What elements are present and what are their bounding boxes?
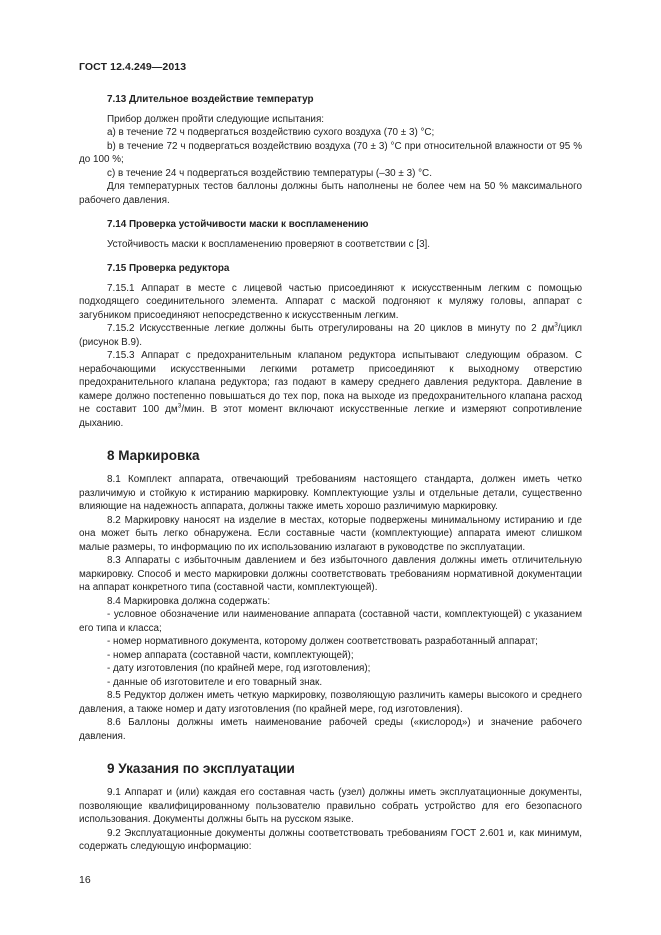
section-7-14-title: 7.14 Проверка устойчивости маски к воспламенению (107, 219, 369, 230)
paragraph: Устойчивость маски к воспламенению проверяют в соответствии с [3]. (107, 238, 431, 250)
list-item: - номер аппарата (составной части, комплектующей); (107, 649, 354, 661)
paragraph: 9.1 Аппарат и (или) каждая его составная часть (узел) должны иметь эксплуатационные документы, позволяющие квалифицированному пользователю правильно собрать устройство для его безопасного использования. Документы должны быть на русском языке. (79, 787, 582, 825)
page-number: 16 (79, 874, 91, 886)
paragraph: 9.2 Эксплуатационные документы должны соответствовать требованиям ГОСТ 2.601 и, как минимум, содержать следующую информацию: (79, 827, 582, 852)
paragraph: Прибор должен пройти следующие испытания: (107, 113, 325, 125)
list-item: - данные об изготовителе и его товарный знак. (107, 676, 323, 688)
text: /цикл (рисунок В.9). (79, 323, 582, 348)
paragraph (79, 322, 582, 349)
paragraph: 7.15.1 Аппарат в месте с лицевой частью присоединяют к искусственным легким с помощью подходящего соединительного элемента. Аппарат с маской подгоняют к муляжу головы, аппарат с загубником присоединяют непосредственно к искусственным легким. (79, 282, 582, 321)
text: 7.15.3 Аппарат с предохранительным клапаном редуктора испытывают следующим образом. С нерабочающими искусственными легкими ротаметр присоединяют к выходному отверстию предохранительного клапана редуктора; газ подают в камеру среднего давления редуктора. Давление в камере должно постепенно повышаться до тех пор, пока на выходе из предохранительного клапана расход не составит 100 дм (79, 350, 582, 415)
text: 7.15.2 Искусственные легкие должны быть отрегулированы на 20 циклов в минуту по 2 дм (107, 323, 555, 334)
paragraph: 8.6 Баллоны должны иметь наименование рабочей среды («кислород») и значение рабочего давления. (79, 717, 582, 742)
text: /мин. В этот момент включают искусственные легкие и измеряют сопротивление дыханию. (79, 404, 582, 429)
list-item: - условное обозначение или наименование аппарата (составной части, комплектующей) с указанием его типа и класса; (79, 609, 582, 634)
section-7-15-title: 7.15 Проверка редуктора (107, 263, 230, 274)
list-item: - дату изготовления (по крайней мере, год изготовления); (107, 663, 371, 674)
paragraph: 8.5 Редуктор должен иметь четкую маркировку, позволяющую различить камеры высокого и среднего давления, а также номер и дату изготовления (по крайней мере, год изготовления). (79, 690, 582, 715)
paragraph: 8.1 Комплект аппарата, отвечающий требованиям настоящего стандарта, должен иметь четко различимую и стойкую к истиранию маркировку. Комплектующие узлы и отдельные детали, существенно влияющие на надежность аппарата, должны также иметь хорошо различимую маркировку. (79, 474, 582, 512)
section-7-13-title: 7.13 Длительное воздействие температур (107, 94, 314, 105)
paragraph: 8.2 Маркировку наносят на изделие в местах, которые подвержены минимальному истиранию и где она может быть легко обнаружена. Если составные части (комплектующие) аппарата имеют слишком малые размеры, то информацию по их использованию излагают в руководстве по эксплуатации. (79, 514, 582, 553)
paragraph: b) в течение 72 ч подвергаться воздействию воздуха (70 ± 3) °С при относительной влажности от 95 % до 100 %; (79, 140, 582, 165)
paragraph: Для температурных тестов баллоны должны быть наполнены не более чем на 50 % максимального рабочего давления. (79, 181, 582, 206)
section-9-title: 9 Указания по эксплуатации (107, 761, 295, 776)
document-body (79, 88, 582, 854)
paragraph: c) в течение 24 ч подвергаться воздействию температуры (–30 ± 3) °С. (107, 167, 432, 179)
superscript: 3 (177, 402, 182, 410)
paragraph: 8.3 Аппараты с избыточным давлением и без избыточного давления должны иметь отличительную маркировку. Способ и место маркировки должны соответствовать требованиям нормативной документации на аппарат конкретного типа (составной части, комплектующей). (79, 555, 582, 593)
paragraph: a) в течение 72 ч подвергаться воздействию сухого воздуха (70 ± 3) °С; (107, 127, 435, 138)
list-item: - номер нормативного документа, которому должен соответствовать разработанный аппарат; (107, 636, 538, 647)
superscript: 3 (554, 321, 558, 329)
paragraph (79, 349, 582, 430)
section-8-title: 8 Маркировка (107, 448, 200, 463)
paragraph: 8.4 Маркировка должна содержать: (107, 595, 271, 607)
document-code: ГОСТ 12.4.249—2013 (79, 61, 187, 73)
